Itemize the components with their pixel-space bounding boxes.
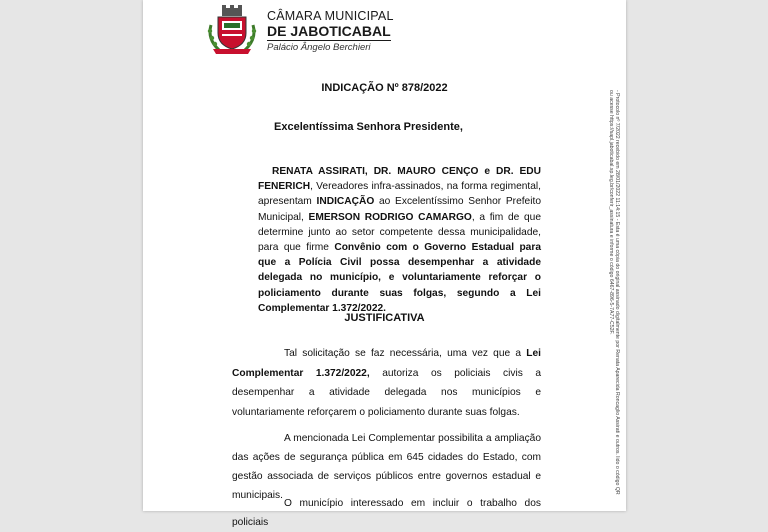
- digital-signature-note: - Protocolo nº 7/2022 recebido em 28/01/2022 11:14:15 - Esta é uma cópia do original assinado digitalmente por Renata Aparecida Roncaglio Assirati e outros. lido o código QR ou acesse https://sapl.jaboticabal.sp.leg.br/conferir_assinatura e informe o código 6467-896-5-7A77-C52F.: [607, 90, 620, 495]
- justification-paragraph-1: [232, 344, 541, 422]
- request-text: Convênio com o Governo Estadual para que a Polícia Civil possa desempenhar a atividade delegada no município, e voluntariamente reforçar o policiamento durante suas folgas, segundo a Lei Complementar 1.372/2022.: [258, 242, 541, 314]
- document-title: INDICAÇÃO Nº 878/2022: [321, 82, 448, 94]
- chamber-name-line2: DE JABOTICABAL: [267, 23, 391, 39]
- law-reference: Lei Complementar 1.372/2022,: [232, 348, 541, 379]
- text: A mencionada Lei Complementar possibilita a ampliação das ações de segurança pública em 645 cidades do Estado, com gestão associada de serviços públicos entre governos estadual e municipais.: [232, 433, 541, 501]
- justification-heading: JUSTIFICATIVA: [344, 312, 425, 324]
- document-page: [143, 0, 626, 528]
- authors: RENATA ASSIRATI, DR. MAURO CENÇO e DR. EDU FENERICH: [258, 166, 541, 193]
- coat-of-arms-icon: [205, 5, 259, 55]
- justification-paragraph-3: [232, 494, 541, 532]
- text: , a fim de que determine junto ao setor competente dessa municipalidade, para que firme: [258, 211, 541, 254]
- text: Tal solicitação se faz necessária, uma vez que a: [284, 348, 527, 359]
- bold-text: INDICAÇÃO: [316, 196, 375, 208]
- salutation: Excelentíssima Senhora Presidente,: [274, 121, 463, 133]
- indication-paragraph: [258, 164, 541, 316]
- text: , Vereadores infra-assinados, na forma regimental, apresentam: [258, 181, 541, 208]
- text: autoriza os policiais civis a desempenhar a atividade delegada nos municípios e voluntariamente reforçarem o policiamento durante suas folgas.: [232, 367, 541, 418]
- letterhead: [205, 5, 535, 55]
- mayor-name: EMERSON RODRIGO CAMARGO: [308, 211, 472, 223]
- palace-name: Palácio Ângelo Berchieri: [267, 42, 371, 53]
- chamber-name-line1: CÂMARA MUNICIPAL: [267, 9, 394, 23]
- text: O município interessado em incluir o trabalho dos policiais: [232, 498, 541, 528]
- text: ao Excelentíssimo Senhor Prefeito Municipal,: [258, 196, 541, 223]
